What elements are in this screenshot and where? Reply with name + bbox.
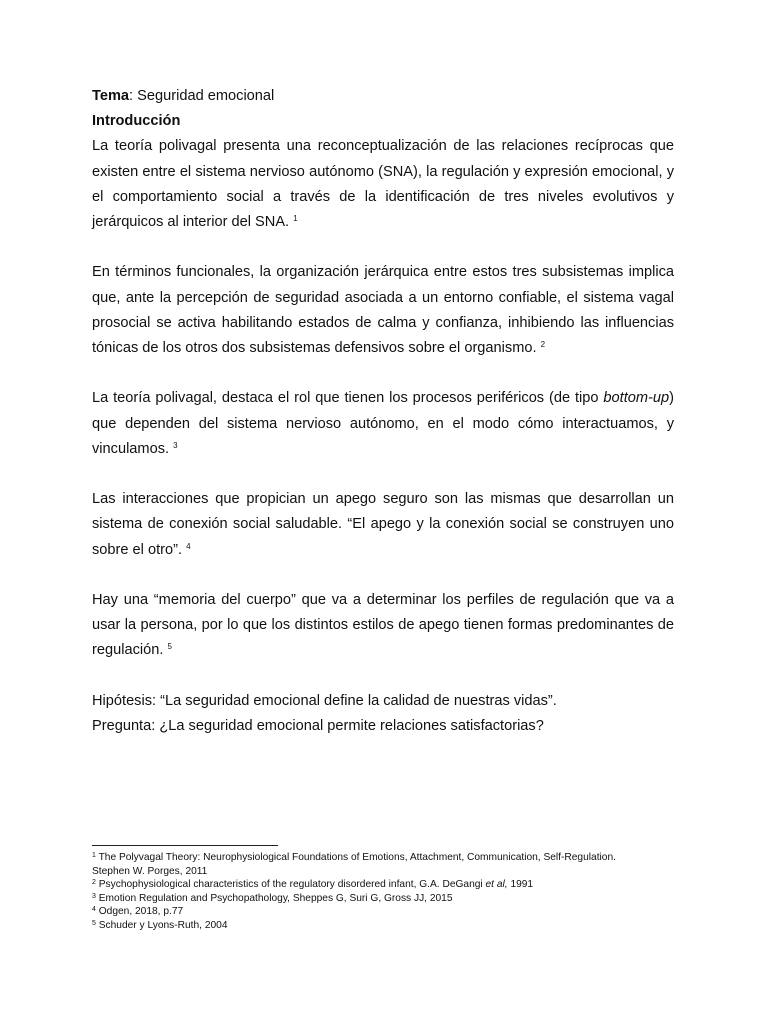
- footnote-5: [92, 919, 652, 933]
- document-body: [92, 84, 674, 739]
- footnote-2-italic: et al,: [485, 879, 508, 891]
- question-line: Pregunta: ¿La seguridad emocional permite relaciones satisfactorias?: [92, 718, 544, 734]
- footnote-1-text: The Polyvagal Theory: Neurophysiological Foundations of Emotions, Attachment, Communication, Self-Regulation. Stephen W. Porges, 2011: [92, 852, 616, 877]
- footnotes: [92, 851, 652, 933]
- footnote-1-mark: 1: [92, 852, 96, 859]
- footnote-2-text-before: Psychophysiological characteristics of the regulatory disordered infant, G.A. DeGangi: [98, 879, 486, 891]
- introduction-heading: [92, 109, 674, 134]
- footnote-5-mark: 5: [92, 919, 96, 927]
- footnote-4: [92, 905, 652, 919]
- footnote-ref-5[interactable]: 5: [167, 642, 172, 652]
- paragraph-1-text: La teoría polivagal presenta una reconceptualización de las relaciones recíprocas que existen entre el sistema nervioso autónomo (SNA), la regulación y expresión emocional, y el comportamiento social a través de la identificación de tres niveles evolutivos y jerárquicos al interior del SNA.: [92, 138, 674, 231]
- footnote-4-mark: 4: [92, 906, 96, 914]
- paragraph-3-italic: bottom-up: [603, 390, 670, 407]
- footnote-ref-3[interactable]: 3: [173, 440, 178, 450]
- footnote-2-mark: 2: [92, 879, 96, 887]
- paragraph-4: [92, 487, 674, 563]
- hypothesis-line: Hipótesis: “La seguridad emocional define la calidad de nuestras vidas”.: [92, 692, 557, 709]
- footnote-3-text: Emotion Regulation and Psychopathology, Sheppes G, Suri G, Gross JJ, 2015: [98, 892, 453, 904]
- footnote-2: [92, 878, 652, 892]
- introduction-heading-text: Introducción: [92, 113, 181, 130]
- footnote-5-text: Schuder y Lyons-Ruth, 2004: [98, 919, 228, 931]
- footnote-ref-1[interactable]: 1: [293, 214, 298, 224]
- topic-line: [92, 84, 674, 109]
- paragraph-4-text: Las interacciones que propician un apego seguro son las mismas que desarrollan un sistema de conexión social saludable. “El apego y la conexión social se construyen uno sobre el otro”.: [92, 491, 674, 558]
- paragraph-5-text: Hay una “memoria del cuerpo” que va a determinar los perfiles de regulación que va a usar la persona, por lo que los distintos estilos de apego tienen formas predominantes de regulación.: [92, 592, 674, 659]
- topic-label: Tema: [92, 88, 130, 104]
- paragraph-5: [92, 588, 674, 664]
- footnote-separator: [92, 845, 278, 846]
- paragraph-2: [92, 260, 674, 361]
- footnote-ref-4[interactable]: 4: [186, 541, 191, 551]
- footnote-ref-2[interactable]: 2: [540, 340, 546, 350]
- footnote-3: [92, 892, 652, 906]
- footnote-1: [92, 851, 652, 878]
- paragraph-1: [92, 134, 674, 235]
- topic-separator: :: [129, 88, 134, 104]
- paragraph-3-text-before: La teoría polivagal, destaca el rol que tienen los procesos periféricos (de tipo: [92, 390, 604, 407]
- footnote-3-mark: 3: [92, 892, 96, 900]
- paragraph-2-text: En términos funcionales, la organización jerárquica entre estos tres subsistemas implica que, ante la percepción de seguridad asociada a un entorno confiable, el sistema vagal prosocial se activa habilitando estados de calma y confianza, inhibiendo las influencias tónicas de los otros dos subsistemas defensivos sobre el organismo.: [92, 264, 674, 357]
- topic-value: Seguridad emocional: [133, 88, 275, 104]
- paragraph-3: [92, 386, 674, 462]
- footnote-4-text: Odgen, 2018, p.77: [98, 906, 184, 918]
- footnote-2-text-after: 1991: [507, 879, 534, 891]
- paragraph-3-text-after: ) que dependen del sistema nervioso autónomo, en el modo cómo interactuamos, y vinculamos.: [92, 390, 674, 457]
